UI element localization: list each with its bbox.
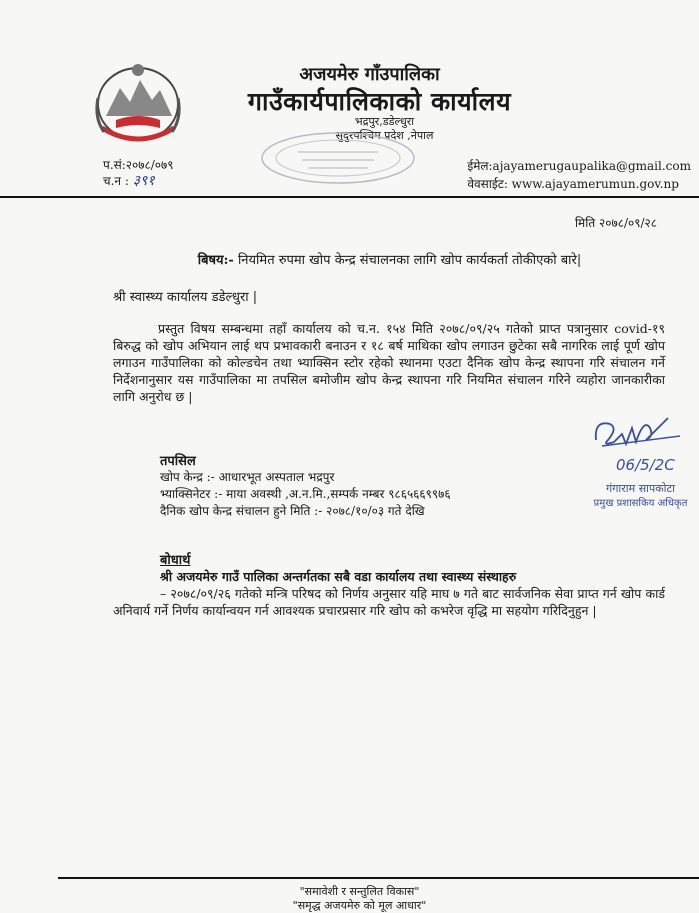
tapsil-vaccinator: भ्याक्सिनेटर :- माया अवस्थी ,अ.न.मि.,सम्पर्क नम्बर ९८६५६६९९७६ <box>160 487 451 501</box>
header-divider <box>0 196 699 198</box>
ref-number: प.सं:२०७८/०७९ <box>103 158 174 172</box>
tapsil-vaccine-center: खोप केन्द्र :- आधारभूत अस्पताल भद्रपुर <box>160 470 335 484</box>
address-line1: भद्रपुर,डडेल्धुरा <box>354 115 415 128</box>
tapsil-start-date: दैनिक खोप केन्द्र संचालन हुने मिति :- २०७८/१०/०३ गते देखि <box>160 504 425 518</box>
bodhartha-heading: बोधार्थ <box>160 553 191 568</box>
tapsil-heading: तपसिल <box>160 454 196 469</box>
signature-icon <box>588 398 698 478</box>
letter-body: प्रस्तुत विषय सम्बन्धमा तहाँ कार्यालय को च.न. १५४ मिति २०७८/०९/२५ गतेको प्राप्त पत्रानुसार covid-१९ बिरुद्ध को खोप अभियान लाई थप प्रभावकारी बनाउन र १८ बर्ष माथिका खोप लगाउन छुटेका सबै नागरिक लाई पूर्ण खोप लगाउन गाउँपालिका को कोल्डचेन तथा भ्याक्सिन स्टोर रहेको स्थानमा एउटा दैनिक खोप केन्द्र स्थापना गरि संचालन गर्ने निर्देशनानुसार यस गाउँपालिका मा तपसिल बमोजीम खोप केन्द्र स्थापना गरि नियमित संचालन गरिने व्यहोरा जानकारीका लागि अनुरोध छ | <box>113 321 665 404</box>
dispatch-label: च.न : <box>103 174 129 188</box>
addressee: श्री स्वास्थ्य कार्यालय डडेल्धुरा | <box>113 290 258 305</box>
office-stamp-icon <box>258 130 418 186</box>
email-line: ईमेल:ajayamerugaupalika@gmail.com <box>467 159 691 173</box>
bodhartha-recipient: श्री अजयमेरु गाउँ पालिका अन्तर्गतका सबै वडा कार्यालय तथा स्वास्थ्य संस्थाहरु <box>160 569 517 584</box>
signature-date: 06/5/2C <box>616 456 675 474</box>
signatory-name: गंगाराम सापकोटा <box>606 482 675 495</box>
subject-line <box>0 250 699 268</box>
address-line2: सुदुरपश्चिम प्रदेश ,नेपाल <box>335 129 434 142</box>
dispatch-number: ३९१ <box>132 173 155 189</box>
bodhartha-text: – २०७८/०९/२६ गतेको मन्त्रि परिषद को निर्णय अनुसार यहि माघ ७ गते बाट सार्वजनिक सेवा प्राप्त गर्न खोप कार्ड अनिवार्य गर्ने निर्णय कार्यान्वयन गर्न आवश्यक प्रचारप्रसार गरि खोप को कभरेज वृद्धि मा सहयोग गरिदिनुहुन | <box>113 586 665 618</box>
contact-block <box>467 157 691 193</box>
footer-slogan-1: "समावेशी र सन्तुलित विकास" <box>299 885 420 898</box>
website-line: वेवसाईट: www.ajayamerumun.gov.np <box>467 177 679 191</box>
reference-block <box>103 157 174 189</box>
footer-divider <box>58 877 699 879</box>
subject-text: नियमित रुपमा खोप केन्द्र संचालनका लागि खोप कार्यकर्ता तोकीएको बारे| <box>237 253 582 268</box>
footer-slogan-2: "समृद्ध अजयमेरु को मूल आधार" <box>292 899 427 912</box>
subject-label: बिषय:- <box>197 253 234 268</box>
signatory-designation: प्रमुख प्रशासकिय अधिकृत <box>593 498 688 509</box>
letter-date: मिति २०७८/०९/२८ <box>574 216 657 230</box>
dispatch-number-row <box>103 173 174 189</box>
office-name-small: अजयमेरु गाँउपालिका <box>299 64 440 85</box>
office-name-large: गाउँकार्यपालिकाको कार्यालय <box>247 87 512 116</box>
